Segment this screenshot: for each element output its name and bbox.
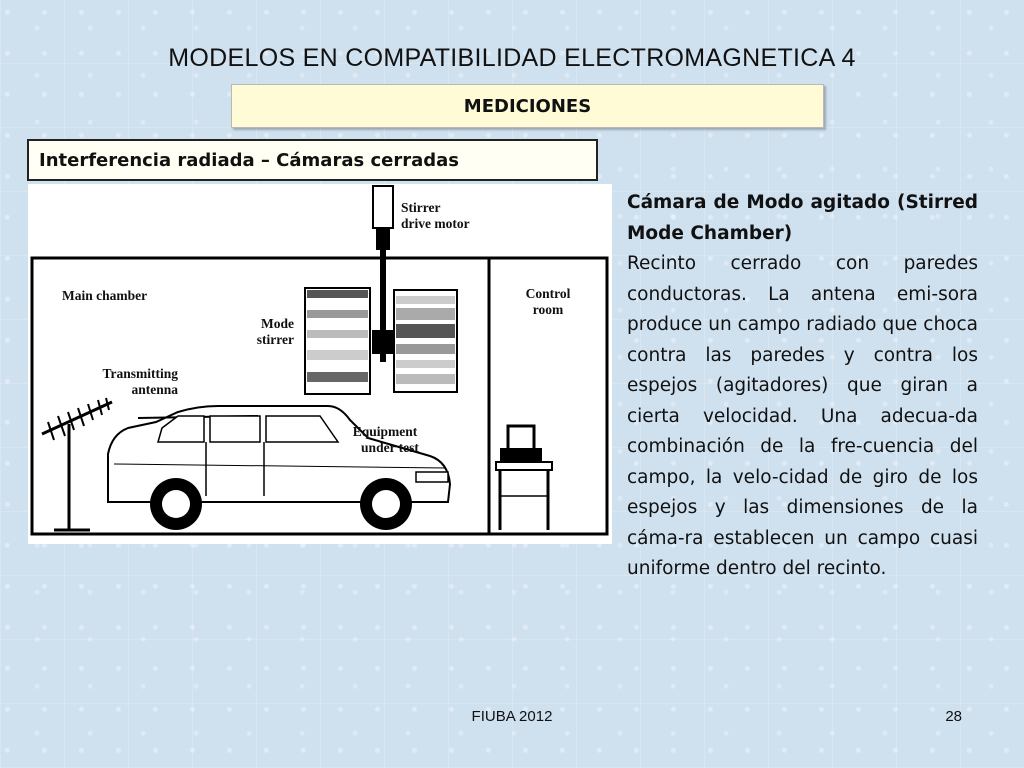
control-room-label-2: room [532, 302, 564, 317]
page-number: 28 [945, 708, 962, 725]
mode-stirrer-label-2: stirrer [256, 332, 294, 347]
transmitting-antenna-label-2: antenna [131, 382, 178, 397]
stirrer-motor-label-2: drive motor [401, 216, 470, 231]
mode-stirrer-hub [372, 330, 394, 354]
slide-title: MODELOS EN COMPATIBILIDAD ELECTROMAGNETICA 4 [168, 44, 856, 72]
equipment-under-test-label-2: under test [361, 440, 419, 455]
subtitle-banner [231, 84, 824, 128]
description-panel [627, 188, 978, 585]
footer-institution: FIUBA 2012 [471, 708, 553, 725]
stirred-mode-chamber-diagram [28, 184, 612, 544]
equipment-under-test-label-1: Equipment [352, 424, 418, 439]
control-room-label-1: Control [525, 286, 571, 301]
mode-stirrer-right-paddle [394, 290, 457, 392]
transmitting-antenna-label-1: Transmitting [102, 366, 178, 381]
section-heading-box [27, 139, 598, 181]
description-heading: Cámara de Modo agitado (Stirred Mode Chamber) [627, 192, 978, 244]
banner-text: MEDICIONES [463, 95, 592, 117]
description-body: Recinto cerrado con paredes conductoras. La antena emi-sora produce un campo radiado que choca contra las paredes y contra los espejos (agitadores) que giran a cierta velocidad. Una adecua-da combinación de la fre-cuencia del campo, la velo-cidad de giro de los espejos y las dimensiones de la cáma-ra establecen un campo cuasi uniforme dentro del recinto. [627, 253, 978, 579]
stirrer-motor-label-1: Stirrer [401, 200, 441, 215]
mode-stirrer-label-1: Mode [261, 316, 294, 331]
stirrer-motor-coupling [376, 228, 390, 250]
mode-stirrer-left-paddle [305, 288, 370, 394]
main-chamber-label: Main chamber [62, 288, 148, 303]
stirrer-motor-housing [373, 186, 393, 228]
section-heading: Interferencia radiada – Cámaras cerradas [39, 149, 459, 171]
